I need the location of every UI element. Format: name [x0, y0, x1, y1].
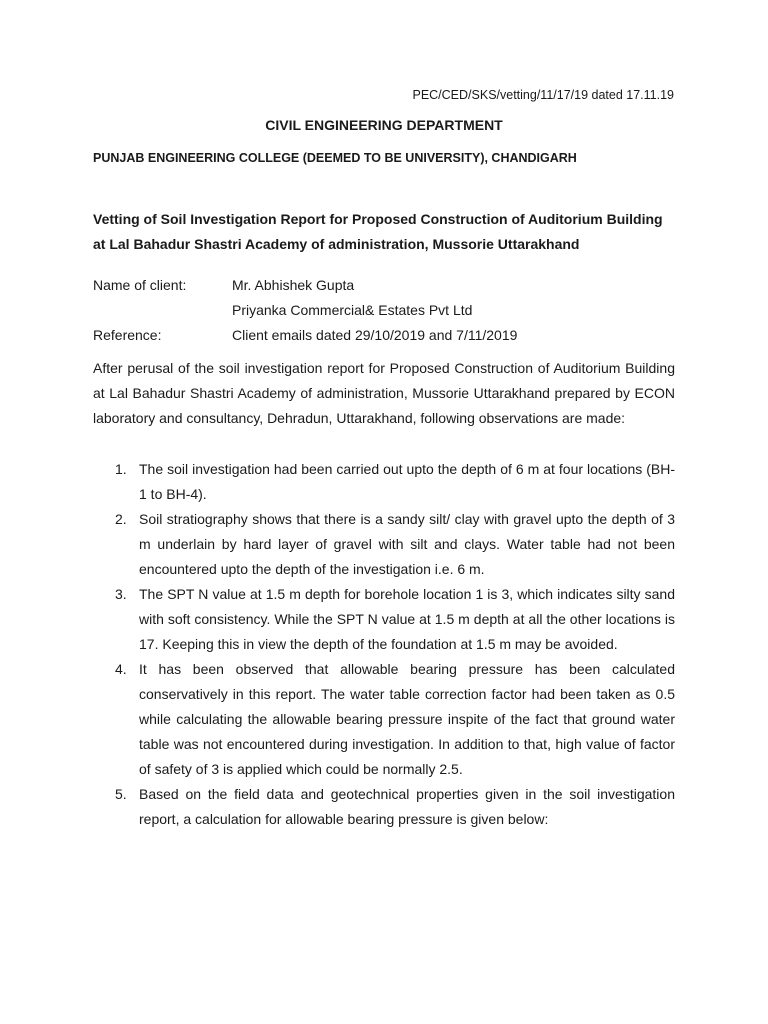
- observation-item: [93, 457, 675, 507]
- intro-paragraph: After perusal of the soil investigation report for Proposed Construction of Auditorium Building at Lal Bahadur Shastri Academy of administration, Mussorie Uttarakhand prepared by ECON laboratory and consultancy, Dehradun, Uttarakhand, following observations are made:: [93, 360, 675, 426]
- client-name-value: Mr. Abhishek Gupta: [232, 277, 355, 293]
- observation-item: [93, 657, 675, 782]
- client-name-label: Name of client:: [93, 277, 187, 293]
- subject-line-2: at Lal Bahadur Shastri Academy of administration, Mussorie Uttarakhand: [93, 236, 580, 252]
- observation-text: Based on the field data and geotechnical properties given in the soil investigation report, a calculation for allowable bearing pressure is given below:: [139, 786, 675, 827]
- observation-text: The SPT N value at 1.5 m depth for borehole location 1 is 3, which indicates silty sand with soft consistency. While the SPT N value at 1.5 m depth at all the other locations is 17. Keeping this in view the depth of the foundation at 1.5 m may be avoided.: [139, 586, 675, 652]
- observations-list: [93, 457, 675, 832]
- observation-number: 5.: [115, 786, 127, 802]
- observation-text: It has been observed that allowable bearing pressure has been calculated conservatively in this report. The water table correction factor had been taken as 0.5 while calculating the allowable bearing pressure inspite of the fact that ground water table was not encountered during investigation. In addition to that, high value of factor of safety of 3 is applied which could be normally 2.5.: [139, 661, 675, 777]
- observation-item: [93, 507, 675, 582]
- college-name: PUNJAB ENGINEERING COLLEGE (DEEMED TO BE UNIVERSITY), CHANDIGARH: [93, 151, 577, 165]
- reference-value: Client emails dated 29/10/2019 and 7/11/2019: [232, 327, 518, 343]
- observation-number: 3.: [115, 586, 127, 602]
- observation-text: The soil investigation had been carried out upto the depth of 6 m at four locations (BH-1 to BH-4).: [139, 461, 675, 502]
- reference-label: Reference:: [93, 327, 162, 343]
- client-company-value: Priyanka Commercial& Estates Pvt Ltd: [232, 302, 473, 318]
- observation-number: 4.: [115, 661, 127, 677]
- subject-heading: [93, 207, 683, 257]
- subject-line-1: Vetting of Soil Investigation Report for Proposed Construction of Auditorium Building: [93, 211, 663, 227]
- observation-text: Soil stratiography shows that there is a sandy silt/ clay with gravel upto the depth of 3 m underlain by hard layer of gravel with silt and clays. Water table had not been encountered upto the depth of the investigation i.e. 6 m.: [139, 511, 675, 577]
- department-title: CIVIL ENGINEERING DEPARTMENT: [265, 117, 503, 133]
- reference-number: PEC/CED/SKS/vetting/11/17/19 dated 17.11.19: [412, 88, 674, 102]
- observation-number: 2.: [115, 511, 127, 527]
- observation-item: [93, 582, 675, 657]
- observation-item: [93, 782, 675, 832]
- observation-number: 1.: [115, 461, 127, 477]
